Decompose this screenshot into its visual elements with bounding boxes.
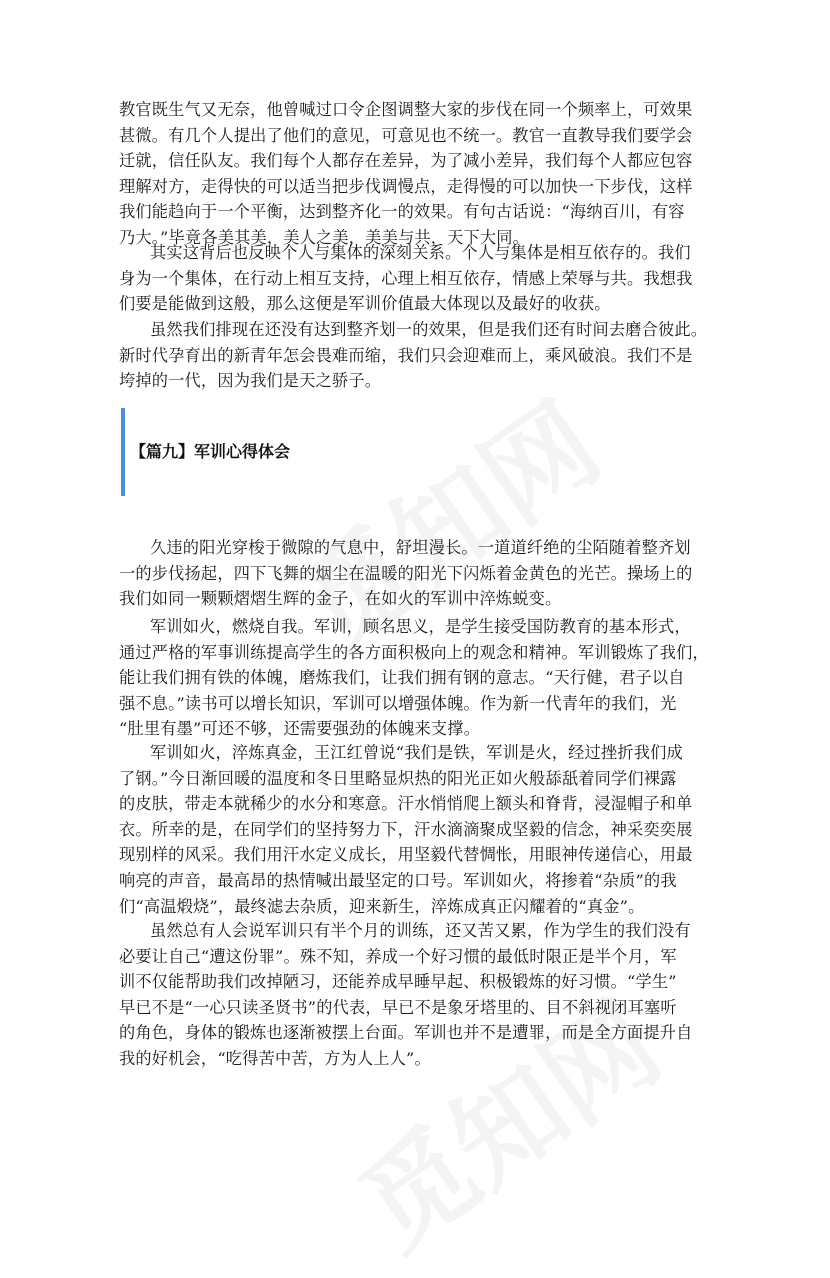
- text-line: 身为一个集体，在行动上相互支持，心理上相互依存，情感上荣辱与共。我想我: [119, 268, 693, 288]
- text-line: 的皮肤，带走本就稀少的水分和寒意。汗水悄悄爬上额头和脊背，浸湿帽子和单: [119, 794, 693, 814]
- text-line: 虽然总有人会说军训只有半个月的训练，还又苦又累，作为学生的我们没有: [150, 921, 691, 940]
- text-line: 早已不是“一心只读圣贤书”的代表，早已不是象牙塔里的、目不斜视闭耳塞听: [119, 997, 677, 1017]
- paragraph-2: [119, 240, 719, 317]
- text-line: 教官既生气又无奈，他曾喊过口令企图调整大家的步伐在同一个频率上，可效果: [119, 100, 693, 119]
- text-line: 能让我们拥有铁的体魄，磨炼我们，让我们拥有钢的意志。“天行健，君子以自: [119, 668, 685, 688]
- text-line: “肚里有墨”可还不够，还需要强劲的体魄来支撑。: [119, 719, 481, 739]
- paragraph-1: [119, 97, 719, 251]
- paragraph-5: [119, 614, 719, 742]
- text-line: 现别样的风采。我们用汗水定义成长，用坚毅代替惆怅，用眼神传递信心，用最: [119, 845, 693, 865]
- paragraph-6: [119, 740, 719, 919]
- text-line: 久违的阳光穿梭于微隙的气息中，舒坦漫长。一道道纤绝的尘陌随着整齐划: [150, 538, 691, 557]
- text-line: 们“高温煅烧”，最终滤去杂质，迎来新生，淬炼成真正闪耀着的“真金”。: [119, 896, 645, 916]
- paragraph-3: [119, 317, 719, 394]
- text-line: 通过严格的军事训练提高学生的各方面积极向上的观念和精神。军训锻炼了我们，: [119, 642, 709, 662]
- text-line: 垮掉的一代，因为我们是天之骄子。: [119, 371, 382, 391]
- text-line: 其实这背后也反映个人与集体的深刻关系。个人与集体是相互依存的。我们: [150, 243, 691, 262]
- text-line: 强不息。”读书可以增长知识，军训可以增强体魄。作为新一代青年的我们，光: [119, 693, 677, 713]
- text-line: 甚微。有几个人提出了他们的意见，可意见也不统一。教官一直教导我们要学会: [119, 125, 693, 145]
- text-line: 响亮的声音，最高昂的热情喊出最坚定的口号。军训如火，将掺着“杂质”的我: [119, 870, 677, 890]
- text-line: 了钢。”今日渐回暖的温度和冬日里略显炽热的阳光正如火般舔舐着同学们裸露: [119, 768, 677, 788]
- text-line: 我们如同一颗颗熠熠生辉的金子，在如火的军训中淬炼蜕变。: [119, 589, 562, 609]
- text-line: 理解对方，走得快的可以适当把步伐调慢点，走得慢的可以加快一下步伐，这样: [119, 176, 693, 196]
- text-line: 乃大。”毕竟各美其美，美人之美，美美与共，天下大同。: [119, 227, 530, 247]
- text-line: 我的好机会，“吃得苦中苦，方为人上人”。: [119, 1048, 431, 1068]
- paragraph-7: [119, 918, 719, 1072]
- text-line: 训不仅能帮助我们改掉陋习，还能养成早睡早起、积极锻炼的好习惯。“学生”: [119, 972, 677, 992]
- text-line: 一的步伐扬起，四下飞舞的烟尘在温暖的阳光下闪烁着金黄色的光芒。操场上的: [119, 563, 693, 583]
- section-accent-bar: [121, 408, 125, 496]
- text-line: 新时代孕育出的新青年怎会畏难而缩，我们只会迎难而上，乘风破浪。我们不是: [119, 345, 693, 365]
- text-line: 迁就，信任队友。我们每个人都存在差异，为了减小差异，我们每个人都应包容: [119, 151, 693, 171]
- text-line: 们要是能做到这般，那么这便是军训价值最大体现以及最好的收获。: [119, 294, 611, 314]
- text-line: 军训如火，燃烧自我。军训，顾名思义，是学生接受国防教育的基本形式，: [150, 617, 691, 636]
- paragraph-4: [119, 535, 719, 612]
- text-line: 的角色，身体的锻炼也逐渐被摆上台面。军训也并不是遭罪，而是全方面提升自: [119, 1023, 693, 1043]
- text-line: 衣。所幸的是，在同学们的坚持努力下，汗水滴滴聚成坚毅的信念，神采奕奕展: [119, 819, 693, 839]
- section-title: 【篇九】军训心得体会: [130, 442, 291, 461]
- text-line: 虽然我们排现在还没有达到整齐划一的效果，但是我们还有时间去磨合彼此。: [150, 320, 708, 339]
- text-line: 军训如火，淬炼真金，王江红曾说“我们是铁，军训是火，经过挫折我们成: [150, 743, 683, 762]
- text-line: 必要让自己“遭这份罪”。殊不知，养成一个好习惯的最低时限正是半个月，军: [119, 946, 677, 966]
- text-line: 我们能趋向于一个平衡，达到整齐化一的效果。有句古话说：“海纳百川，有容: [119, 202, 685, 222]
